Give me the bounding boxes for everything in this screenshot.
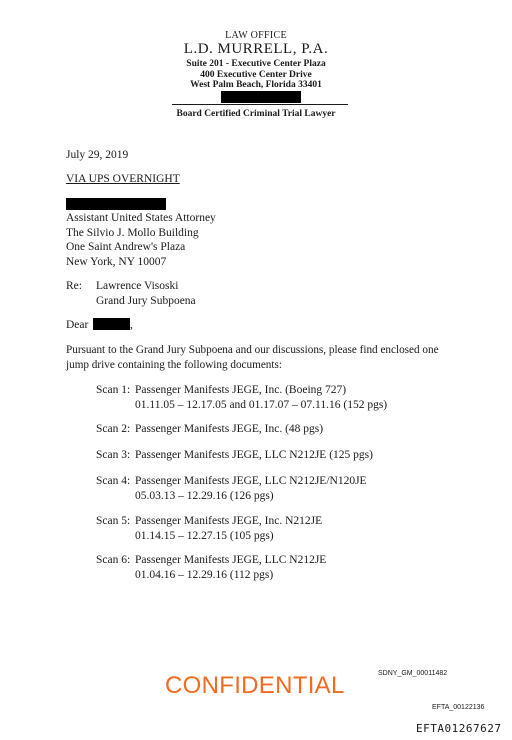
letterhead-office: LAW OFFICE [225,30,287,41]
scan-3-description: Passenger Manifests JEGE, LLC N212JE (125 pgs) [135,449,373,461]
letterhead-firm-name: L.D. MURRELL, P.A. [183,41,329,57]
letterhead-tagline: Board Certified Criminal Trial Lawyer [176,109,336,119]
scan-6-description: Passenger Manifests JEGE, LLC N212JE [135,554,327,566]
salutation-punctuation: , [130,319,133,331]
redaction-bar-recipient-name [66,198,166,210]
confidential-stamp: CONFIDENTIAL [165,672,345,699]
scan-2-label: Scan 2: [96,423,131,435]
delivery-method: VIA UPS OVERNIGHT [66,173,180,185]
scan-1-dates: 01.11.05 – 12.17.05 and 01.17.07 – 07.11.16 (152 pgs) [135,398,388,411]
re-label: Re: [66,280,82,292]
redaction-bar-salutation [93,318,130,330]
letterhead-rule [172,104,348,105]
scan-1-label: Scan 1: [96,384,131,396]
scan-3-label: Scan 3: [96,449,131,461]
bates-efta-small: EFTA_00122136 [432,704,485,711]
letterhead-address-line3: West Palm Beach, Florida 33401 [190,80,322,90]
letterhead-address-line2: 400 Executive Center Drive [200,69,312,80]
scan-6-dates: 01.04.16 – 12.29.16 (112 pgs) [135,568,274,581]
scan-5-dates: 01.14.15 – 12.27.15 (105 pgs) [135,529,274,542]
intro-line-1: Pursuant to the Grand Jury Subpoena and our discussions, please find enclosed one [66,344,439,356]
bates-sdny: SDNY_GM_00011482 [378,670,448,677]
letter-date: July 29, 2019 [66,149,129,161]
recipient-plaza: One Saint Andrew's Plaza [66,241,186,254]
scan-6-label: Scan 6: [96,554,131,566]
scan-4-label: Scan 4: [96,475,131,487]
recipient-building: The Silvio J. Mollo Building [66,226,199,239]
scan-5-description: Passenger Manifests JEGE, Inc. N212JE [135,515,323,527]
re-subject-line2: Grand Jury Subpoena [96,294,196,307]
scan-1-description: Passenger Manifests JEGE, Inc. (Boeing 727) [135,384,347,396]
re-subject-line1: Lawrence Visoski [96,280,179,292]
recipient-city: New York, NY 10007 [66,255,167,268]
recipient-title: Assistant United States Attorney [66,212,216,224]
salutation: Dear [66,319,89,331]
bates-efta-large: EFTA01267627 [416,722,502,735]
letterhead-address-line1: Suite 201 - Executive Center Plaza [186,59,326,69]
scan-2-description: Passenger Manifests JEGE, Inc. (48 pgs) [135,423,324,435]
scan-4-description: Passenger Manifests JEGE, LLC N212JE/N120JE [135,475,367,487]
scan-4-dates: 05.03.13 – 12.29.16 (126 pgs) [135,489,274,502]
redaction-bar-letterhead [221,91,301,103]
intro-line-2: jump drive containing the following documents: [66,358,282,371]
scan-5-label: Scan 5: [96,515,131,527]
